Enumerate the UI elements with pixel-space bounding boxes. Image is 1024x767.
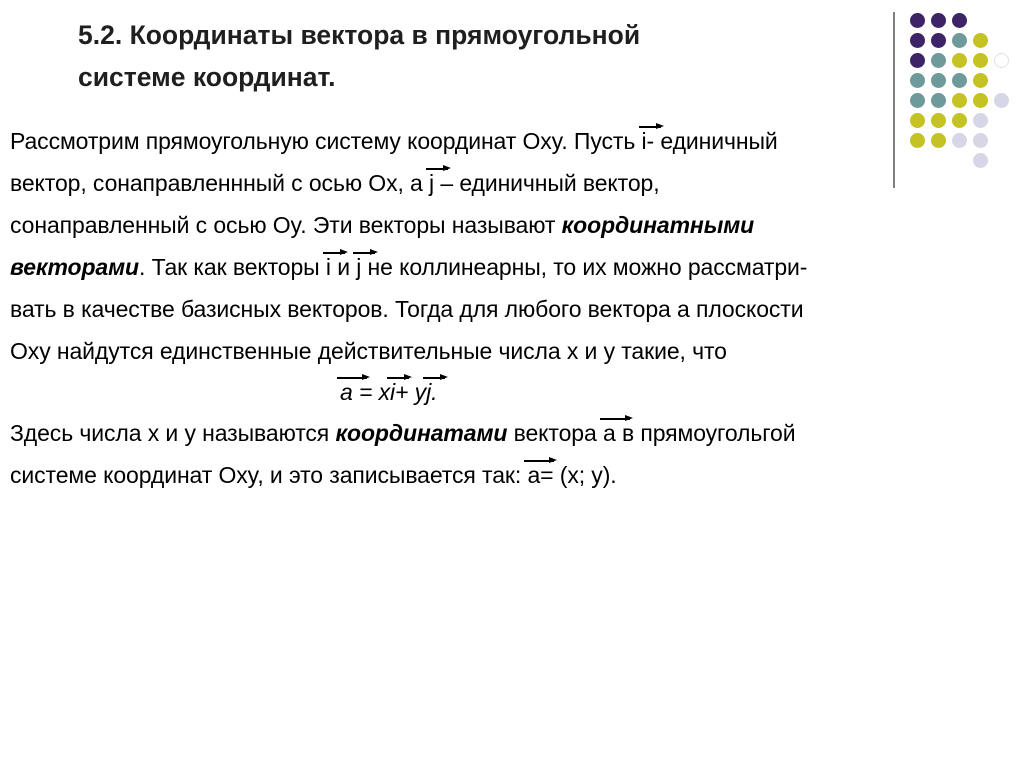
vector-j: j bbox=[429, 170, 435, 196]
decor-dot bbox=[910, 33, 925, 48]
body-line-5: вать в качестве базисных векторов. Тогда для любого вектора а плоскости bbox=[10, 296, 804, 322]
body-line-2 bbox=[10, 170, 660, 197]
decor-dot bbox=[952, 73, 967, 88]
decor-dot bbox=[994, 53, 1009, 68]
decor-dot bbox=[952, 13, 967, 28]
text-run: системе координат Oxy, и это записывается так: bbox=[10, 462, 528, 488]
text-run: и bbox=[330, 254, 357, 280]
decor-dot bbox=[952, 93, 967, 108]
equation-line bbox=[340, 379, 437, 406]
decor-dot bbox=[910, 73, 925, 88]
body-line-8 bbox=[10, 420, 795, 447]
decor-dot bbox=[994, 93, 1009, 108]
decor-dot bbox=[910, 113, 925, 128]
decor-dot bbox=[952, 133, 967, 148]
text-run: – единичный вектор, bbox=[434, 170, 660, 196]
emphasis-term: координатными bbox=[561, 212, 755, 238]
text-run: Рассмотрим прямоугольную систему координат Oxy. Пусть bbox=[10, 128, 642, 154]
decor-dot bbox=[910, 93, 925, 108]
emphasis-term: координатами bbox=[335, 420, 508, 446]
body-line-6: Oxy найдутся единственные действительные числа x и y такие, что bbox=[10, 338, 727, 364]
decor-dot-grid bbox=[900, 10, 1010, 170]
text-run: вектор, сонаправленнный с осью Ox, а bbox=[10, 170, 430, 196]
body-line-4 bbox=[10, 254, 807, 281]
decor-dot bbox=[973, 33, 988, 48]
decor-dot bbox=[952, 33, 967, 48]
text-run: вектора bbox=[507, 420, 603, 446]
vector-j: j bbox=[356, 254, 362, 280]
body-line-9 bbox=[10, 462, 617, 489]
decor-dot bbox=[910, 13, 925, 28]
decor-dot bbox=[910, 53, 925, 68]
decor-dot bbox=[973, 133, 988, 148]
decor-dot bbox=[931, 93, 946, 108]
text-run: Здесь числа x и y называются bbox=[10, 420, 336, 446]
decor-dot bbox=[973, 53, 988, 68]
text-run: в прямоугольгой bbox=[615, 420, 796, 446]
text-run: = (x; y). bbox=[540, 462, 617, 488]
decor-dot bbox=[973, 93, 988, 108]
emphasis-term: векторами bbox=[10, 254, 139, 280]
decor-dot bbox=[931, 53, 946, 68]
text-run: не коллинеарны, то их можно рассматри- bbox=[361, 254, 808, 280]
body-line-1 bbox=[10, 128, 778, 155]
decor-dot bbox=[973, 113, 988, 128]
equation-text: + y bbox=[395, 379, 427, 405]
slide-title bbox=[78, 14, 868, 98]
vector-a: а bbox=[602, 420, 616, 446]
vector-i: i bbox=[390, 379, 396, 405]
decor-dot bbox=[973, 73, 988, 88]
vector-j: j bbox=[426, 379, 432, 405]
decor-dot bbox=[952, 53, 967, 68]
decor-dot bbox=[952, 113, 967, 128]
vector-i: i bbox=[641, 128, 647, 154]
decor-dot bbox=[931, 113, 946, 128]
vector-a: a bbox=[340, 379, 353, 405]
slide-title-line-1: 5.2. Координаты вектора в прямоугольной bbox=[78, 20, 641, 50]
decor-dot bbox=[931, 13, 946, 28]
vector-a: а bbox=[527, 462, 541, 488]
decor-dot bbox=[910, 133, 925, 148]
decor-dot bbox=[931, 133, 946, 148]
slide-title-line-2: системе координат. bbox=[78, 62, 336, 92]
vector-i: i bbox=[325, 254, 331, 280]
text-run: . Так как векторы bbox=[138, 254, 326, 280]
text-run: - единичный bbox=[646, 128, 778, 154]
decor-dot bbox=[931, 33, 946, 48]
equation-text: = x bbox=[352, 379, 391, 405]
decor-dot bbox=[931, 73, 946, 88]
equation-text: . bbox=[431, 379, 438, 405]
decor-divider-line bbox=[893, 12, 895, 188]
decor-dot bbox=[973, 153, 988, 168]
body-line-3 bbox=[10, 212, 754, 239]
text-run: сонаправленный с осью Oy. Эти векторы называют bbox=[10, 212, 562, 238]
